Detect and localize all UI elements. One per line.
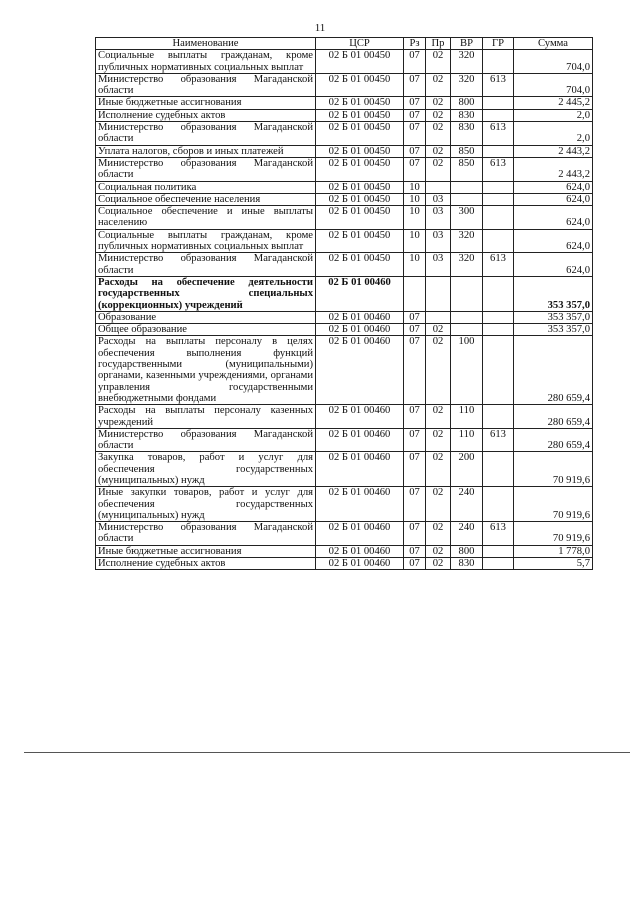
table-row: [96, 97, 593, 109]
cell-vr: 300: [451, 206, 483, 230]
cell-pr: 02: [426, 545, 451, 557]
table-row: [96, 145, 593, 157]
cell-name: Социальное обеспечение населения: [96, 193, 316, 205]
cell-name: Министерство образования Магаданской области: [96, 253, 316, 277]
table-row: [96, 181, 593, 193]
cell-rz: 07: [404, 145, 426, 157]
cell-gr: [483, 97, 514, 109]
cell-gr: 613: [483, 253, 514, 277]
table-row: [96, 487, 593, 522]
cell-csr: 02 Б 01 00450: [316, 157, 404, 181]
table-body: [96, 50, 593, 570]
cell-gr: [483, 558, 514, 570]
table-row: [96, 324, 593, 336]
cell-vr: 320: [451, 73, 483, 97]
cell-csr: 02 Б 01 00460: [316, 452, 404, 487]
cell-csr: 02 Б 01 00460: [316, 428, 404, 452]
cell-name: Общее образование: [96, 324, 316, 336]
cell-pr: 02: [426, 405, 451, 429]
cell-name: Министерство образования Магаданской области: [96, 122, 316, 146]
cell-pr: 02: [426, 428, 451, 452]
cell-rz: 07: [404, 405, 426, 429]
cell-sum: 624,0: [514, 181, 593, 193]
table-row: [96, 545, 593, 557]
cell-gr: [483, 109, 514, 121]
cell-gr: [483, 452, 514, 487]
cell-name: Расходы на выплаты персоналу казенных учреждений: [96, 405, 316, 429]
table-row: [96, 122, 593, 146]
cell-name: Социальные выплаты гражданам, кроме публичных нормативных социальных выплат: [96, 50, 316, 74]
cell-vr: [451, 324, 483, 336]
cell-rz: 07: [404, 522, 426, 546]
table-row: [96, 157, 593, 181]
cell-sum: 280 659,4: [514, 336, 593, 405]
cell-sum: 353 357,0: [514, 276, 593, 311]
cell-rz: 07: [404, 311, 426, 323]
cell-vr: [451, 181, 483, 193]
cell-rz: 07: [404, 122, 426, 146]
cell-sum: 280 659,4: [514, 405, 593, 429]
cell-vr: 320: [451, 229, 483, 253]
header-name: Наименование: [96, 38, 316, 50]
cell-gr: [483, 545, 514, 557]
header-gr: ГР: [483, 38, 514, 50]
cell-name: Социальная политика: [96, 181, 316, 193]
cell-vr: 830: [451, 558, 483, 570]
cell-pr: 03: [426, 229, 451, 253]
page-number: 11: [314, 22, 326, 34]
cell-gr: [483, 50, 514, 74]
cell-name: Образование: [96, 311, 316, 323]
cell-vr: 850: [451, 145, 483, 157]
cell-pr: [426, 181, 451, 193]
cell-sum: 704,0: [514, 73, 593, 97]
table-header-row: [96, 38, 593, 50]
cell-csr: 02 Б 01 00450: [316, 109, 404, 121]
cell-vr: 850: [451, 157, 483, 181]
cell-gr: 613: [483, 428, 514, 452]
cell-sum: 70 919,6: [514, 452, 593, 487]
cell-rz: 07: [404, 97, 426, 109]
cell-sum: 70 919,6: [514, 522, 593, 546]
cell-gr: 613: [483, 122, 514, 146]
cell-gr: 613: [483, 73, 514, 97]
header-sum: Сумма: [514, 38, 593, 50]
cell-csr: 02 Б 01 00450: [316, 50, 404, 74]
table-row: [96, 558, 593, 570]
cell-vr: 100: [451, 336, 483, 405]
cell-vr: 800: [451, 97, 483, 109]
cell-rz: [404, 276, 426, 311]
cell-sum: 5,7: [514, 558, 593, 570]
cell-vr: 110: [451, 405, 483, 429]
cell-rz: 10: [404, 253, 426, 277]
cell-name: Расходы на обеспечение деятельности государственных специальных (коррекционных) учреждений: [96, 276, 316, 311]
cell-name: Исполнение судебных актов: [96, 558, 316, 570]
cell-sum: 624,0: [514, 193, 593, 205]
cell-rz: 07: [404, 487, 426, 522]
cell-gr: [483, 405, 514, 429]
cell-pr: 02: [426, 336, 451, 405]
cell-sum: 2 445,2: [514, 97, 593, 109]
cell-name: Министерство образования Магаданской области: [96, 428, 316, 452]
cell-gr: [483, 145, 514, 157]
cell-rz: 10: [404, 206, 426, 230]
cell-sum: 70 919,6: [514, 487, 593, 522]
cell-gr: [483, 324, 514, 336]
cell-name: Иные закупки товаров, работ и услуг для обеспечения государственных (муниципальных) нужд: [96, 487, 316, 522]
cell-csr: 02 Б 01 00450: [316, 206, 404, 230]
table-row: [96, 73, 593, 97]
cell-csr: 02 Б 01 00460: [316, 545, 404, 557]
cell-sum: 2,0: [514, 122, 593, 146]
cell-name: Исполнение судебных актов: [96, 109, 316, 121]
cell-vr: 830: [451, 122, 483, 146]
cell-vr: 240: [451, 487, 483, 522]
cell-csr: 02 Б 01 00450: [316, 122, 404, 146]
cell-vr: 110: [451, 428, 483, 452]
cell-rz: 07: [404, 73, 426, 97]
cell-name: Закупка товаров, работ и услуг для обеспечения государственных (муниципальных) нужд: [96, 452, 316, 487]
cell-sum: 1 778,0: [514, 545, 593, 557]
cell-gr: [483, 206, 514, 230]
cell-pr: 02: [426, 487, 451, 522]
cell-sum: 624,0: [514, 206, 593, 230]
header-rz: Рз: [404, 38, 426, 50]
cell-csr: 02 Б 01 00460: [316, 276, 404, 311]
cell-sum: 624,0: [514, 253, 593, 277]
cell-csr: 02 Б 01 00450: [316, 73, 404, 97]
cell-vr: 240: [451, 522, 483, 546]
cell-rz: 10: [404, 229, 426, 253]
cell-vr: 200: [451, 452, 483, 487]
cell-name: Расходы на выплаты персоналу в целях обеспечения выполнения функций государственными (муниципальными) органами, казенными учреждениями, органами управления государственными внебюджетными фондами: [96, 336, 316, 405]
cell-gr: [483, 181, 514, 193]
cell-pr: 02: [426, 452, 451, 487]
cell-pr: 03: [426, 193, 451, 205]
cell-pr: 02: [426, 558, 451, 570]
cell-rz: 07: [404, 558, 426, 570]
cell-csr: 02 Б 01 00450: [316, 253, 404, 277]
cell-sum: 353 357,0: [514, 311, 593, 323]
cell-csr: 02 Б 01 00450: [316, 97, 404, 109]
table-row: [96, 253, 593, 277]
cell-pr: 03: [426, 253, 451, 277]
cell-sum: 2 443,2: [514, 157, 593, 181]
cell-pr: 02: [426, 109, 451, 121]
cell-csr: 02 Б 01 00460: [316, 336, 404, 405]
cell-pr: 02: [426, 97, 451, 109]
cell-pr: 02: [426, 145, 451, 157]
header-csr: ЦСР: [316, 38, 404, 50]
cell-name: Министерство образования Магаданской области: [96, 157, 316, 181]
cell-csr: 02 Б 01 00460: [316, 311, 404, 323]
cell-csr: 02 Б 01 00460: [316, 487, 404, 522]
table-row: [96, 522, 593, 546]
cell-name: Уплата налогов, сборов и иных платежей: [96, 145, 316, 157]
cell-rz: 07: [404, 157, 426, 181]
cell-gr: 613: [483, 157, 514, 181]
cell-sum: 704,0: [514, 50, 593, 74]
cell-sum: 353 357,0: [514, 324, 593, 336]
cell-csr: 02 Б 01 00460: [316, 405, 404, 429]
cell-pr: 02: [426, 522, 451, 546]
cell-vr: [451, 311, 483, 323]
cell-rz: 07: [404, 324, 426, 336]
cell-rz: 07: [404, 428, 426, 452]
cell-rz: 10: [404, 181, 426, 193]
cell-rz: 07: [404, 109, 426, 121]
table-row: [96, 428, 593, 452]
table-row: [96, 405, 593, 429]
cell-csr: 02 Б 01 00450: [316, 145, 404, 157]
footer-divider: [24, 752, 630, 753]
cell-pr: 02: [426, 157, 451, 181]
cell-name: Министерство образования Магаданской области: [96, 73, 316, 97]
table-row: [96, 206, 593, 230]
cell-csr: 02 Б 01 00450: [316, 181, 404, 193]
table-row: [96, 229, 593, 253]
table-row: [96, 452, 593, 487]
cell-gr: [483, 276, 514, 311]
cell-sum: 624,0: [514, 229, 593, 253]
cell-gr: [483, 311, 514, 323]
cell-rz: 07: [404, 50, 426, 74]
cell-vr: [451, 276, 483, 311]
cell-gr: 613: [483, 522, 514, 546]
cell-name: Министерство образования Магаданской области: [96, 522, 316, 546]
cell-pr: 02: [426, 122, 451, 146]
cell-name: Социальные выплаты гражданам, кроме публичных нормативных социальных выплат: [96, 229, 316, 253]
cell-vr: 800: [451, 545, 483, 557]
table-row: [96, 193, 593, 205]
cell-vr: [451, 193, 483, 205]
cell-sum: 280 659,4: [514, 428, 593, 452]
header-pr: Пр: [426, 38, 451, 50]
cell-gr: [483, 229, 514, 253]
table-row: [96, 109, 593, 121]
cell-rz: 10: [404, 193, 426, 205]
cell-gr: [483, 193, 514, 205]
table-row: [96, 336, 593, 405]
cell-csr: 02 Б 01 00450: [316, 229, 404, 253]
cell-name: Иные бюджетные ассигнования: [96, 545, 316, 557]
header-vr: ВР: [451, 38, 483, 50]
cell-csr: 02 Б 01 00460: [316, 558, 404, 570]
table-row: [96, 50, 593, 74]
cell-csr: 02 Б 01 00460: [316, 522, 404, 546]
cell-pr: 03: [426, 206, 451, 230]
cell-sum: 2 443,2: [514, 145, 593, 157]
cell-vr: 320: [451, 253, 483, 277]
cell-csr: 02 Б 01 00450: [316, 193, 404, 205]
cell-name: Иные бюджетные ассигнования: [96, 97, 316, 109]
cell-pr: [426, 311, 451, 323]
cell-name: Социальное обеспечение и иные выплаты населению: [96, 206, 316, 230]
cell-pr: 02: [426, 324, 451, 336]
budget-table: [95, 37, 593, 570]
cell-pr: 02: [426, 73, 451, 97]
cell-gr: [483, 336, 514, 405]
cell-pr: 02: [426, 50, 451, 74]
cell-rz: 07: [404, 452, 426, 487]
cell-vr: 830: [451, 109, 483, 121]
cell-rz: 07: [404, 336, 426, 405]
cell-rz: 07: [404, 545, 426, 557]
cell-vr: 320: [451, 50, 483, 74]
table-row: [96, 276, 593, 311]
table-row: [96, 311, 593, 323]
cell-csr: 02 Б 01 00460: [316, 324, 404, 336]
cell-pr: [426, 276, 451, 311]
cell-sum: 2,0: [514, 109, 593, 121]
cell-gr: [483, 487, 514, 522]
